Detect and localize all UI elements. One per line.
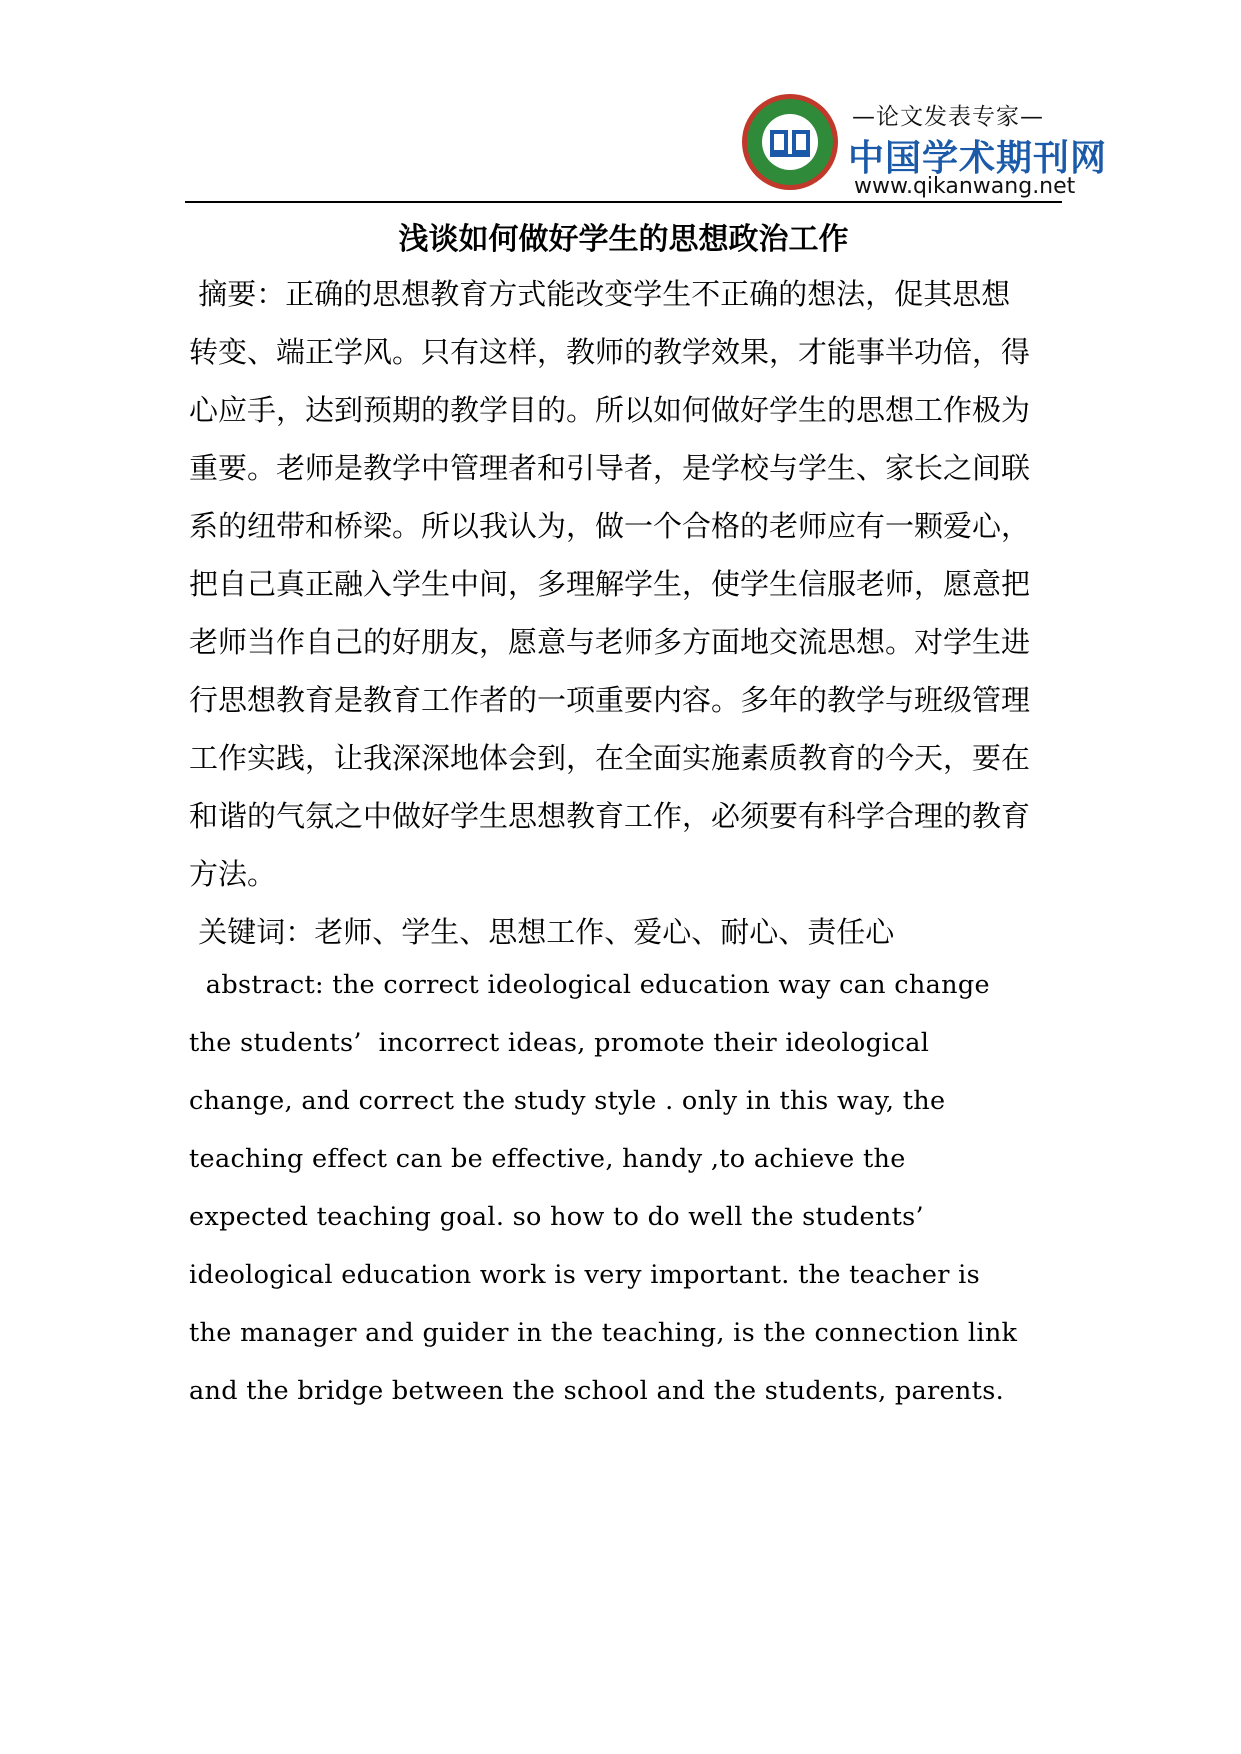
keywords-line: 关键词：老师、学生、思想工作、爱心、耐心、责任心 [189, 915, 895, 949]
abstract-line: 心应手，达到预期的教学目的。所以如何做好学生的思想工作极为 [189, 393, 1031, 427]
qikanwang-logo-seal [740, 92, 840, 192]
header-divider [185, 201, 1062, 203]
abstract-line: 摘要：正确的思想教育方式能改变学生不正确的想法，促其思想 [189, 277, 1011, 311]
english-abstract-line: the students’ incorrect ideas, promote their ideological [189, 1028, 930, 1058]
english-abstract-line: the manager and guider in the teaching, is the connection link [189, 1318, 1018, 1348]
english-abstract-line: change, and correct the study style . only in this way, the [189, 1086, 946, 1116]
english-abstract-line: abstract: the correct ideological education way can change [189, 970, 990, 1000]
english-abstract-line: ideological education work is very important. the teacher is [189, 1260, 981, 1290]
abstract-line: 转变、端正学风。只有这样，教师的教学效果，才能事半功倍，得 [189, 335, 1031, 369]
abstract-line: 重要。老师是教学中管理者和引导者，是学校与学生、家长之间联 [189, 451, 1031, 485]
abstract-line: 方法。 [189, 857, 277, 891]
article-title: 浅谈如何做好学生的思想政治工作 [398, 222, 849, 257]
abstract-line: 老师当作自己的好朋友，愿意与老师多方面地交流思想。对学生进 [189, 625, 1031, 659]
abstract-line: 行思想教育是教育工作者的一项重要内容。多年的教学与班级管理 [189, 683, 1031, 717]
abstract-line: 工作实践，让我深深地体会到，在全面实施素质教育的今天，要在 [189, 741, 1031, 775]
abstract-line: 和谐的气氛之中做好学生思想教育工作，必须要有科学合理的教育 [189, 799, 1031, 833]
page-header [740, 92, 1108, 204]
english-abstract-line: teaching effect can be effective, handy ,to achieve the [189, 1144, 906, 1174]
brand-name: 中国学术期刊网 [848, 138, 1108, 179]
english-abstract-line: expected teaching goal. so how to do well the students’ [189, 1202, 924, 1232]
abstract-line: 系的纽带和桥梁。所以我认为，做一个合格的老师应有一颗爱心， [189, 509, 1031, 543]
english-abstract-line: and the bridge between the school and the students, parents. [189, 1376, 1004, 1406]
header-tagline: —论文发表专家— [852, 104, 1044, 130]
abstract-line: 把自己真正融入学生中间，多理解学生，使学生信服老师，愿意把 [189, 567, 1031, 601]
brand-url: www.qikanwang.net [854, 174, 1076, 199]
